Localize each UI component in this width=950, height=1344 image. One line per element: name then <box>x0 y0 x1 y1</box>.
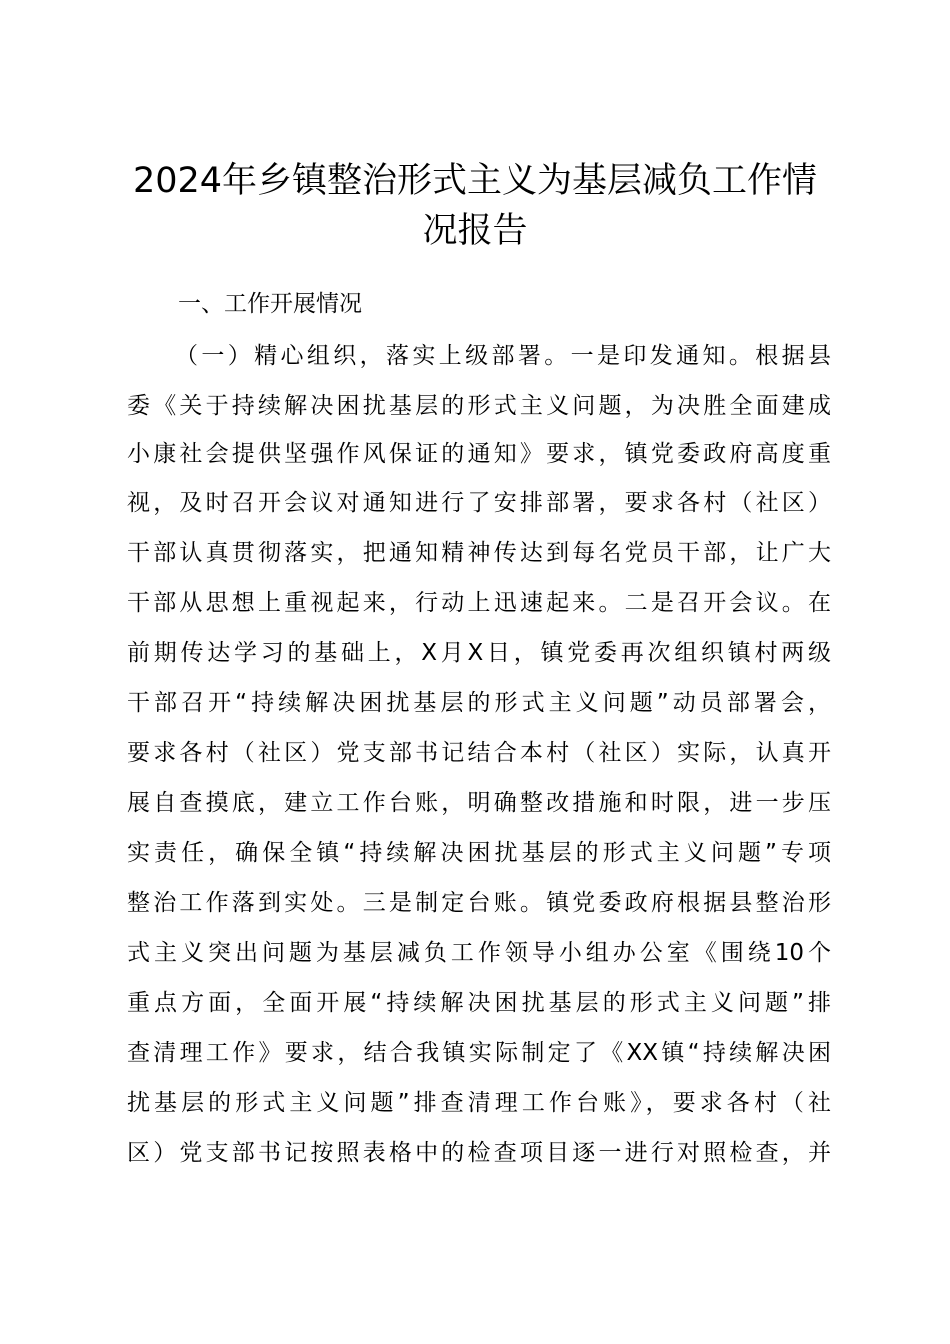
paragraph-line: 视，及时召开会议对通知进行了安排部署，要求各村（社区） <box>127 490 831 516</box>
paragraph-line: 要求各村（社区）党支部书记结合本村（社区）实际，认真开 <box>127 740 831 766</box>
paragraph-line: 扰基层的形式主义问题”排查清理工作台账》，要求各村（社 <box>127 1090 831 1116</box>
section-heading: 一、工作开展情况 <box>178 291 362 317</box>
paragraph-line: 干部从思想上重视起来，行动上迅速起来。二是召开会议。在 <box>127 590 831 616</box>
paragraph-line: 查清理工作》要求，结合我镇实际制定了《XX镇“持续解决困 <box>127 1040 831 1066</box>
paragraph-line: 重点方面，全面开展“持续解决困扰基层的形式主义问题”排 <box>127 990 831 1016</box>
paragraph-line: 干部认真贯彻落实，把通知精神传达到每名党员干部，让广大 <box>127 540 831 566</box>
document-title <box>110 156 840 256</box>
paragraph-line: （一）精心组织，落实上级部署。一是印发通知。根据县 <box>175 343 831 369</box>
paragraph-line: 实责任，确保全镇“持续解决困扰基层的形式主义问题”专项 <box>127 840 831 866</box>
paragraph-line: 前期传达学习的基础上，X月X日，镇党委再次组织镇村两级 <box>127 640 831 666</box>
paragraph-line: 整治工作落到实处。三是制定台账。镇党委政府根据县整治形 <box>127 890 831 916</box>
paragraph-line: 式主义突出问题为基层减负工作领导小组办公室《围绕10个 <box>127 940 831 966</box>
paragraph-line: 干部召开“持续解决困扰基层的形式主义问题”动员部署会， <box>127 690 831 716</box>
paragraph-line: 委《关于持续解决困扰基层的形式主义问题，为决胜全面建成 <box>127 393 831 419</box>
title-line-2: 况报告 <box>422 211 528 251</box>
title-line-1: 2024年乡镇整治形式主义为基层减负工作情 <box>132 161 818 201</box>
paragraph-line: 展自查摸底，建立工作台账，明确整改措施和时限，进一步压 <box>127 790 831 816</box>
paragraph-line: 小康社会提供坚强作风保证的通知》要求，镇党委政府高度重 <box>127 441 831 467</box>
paragraph-line: 区）党支部书记按照表格中的检查项目逐一进行对照检查，并 <box>127 1140 831 1166</box>
